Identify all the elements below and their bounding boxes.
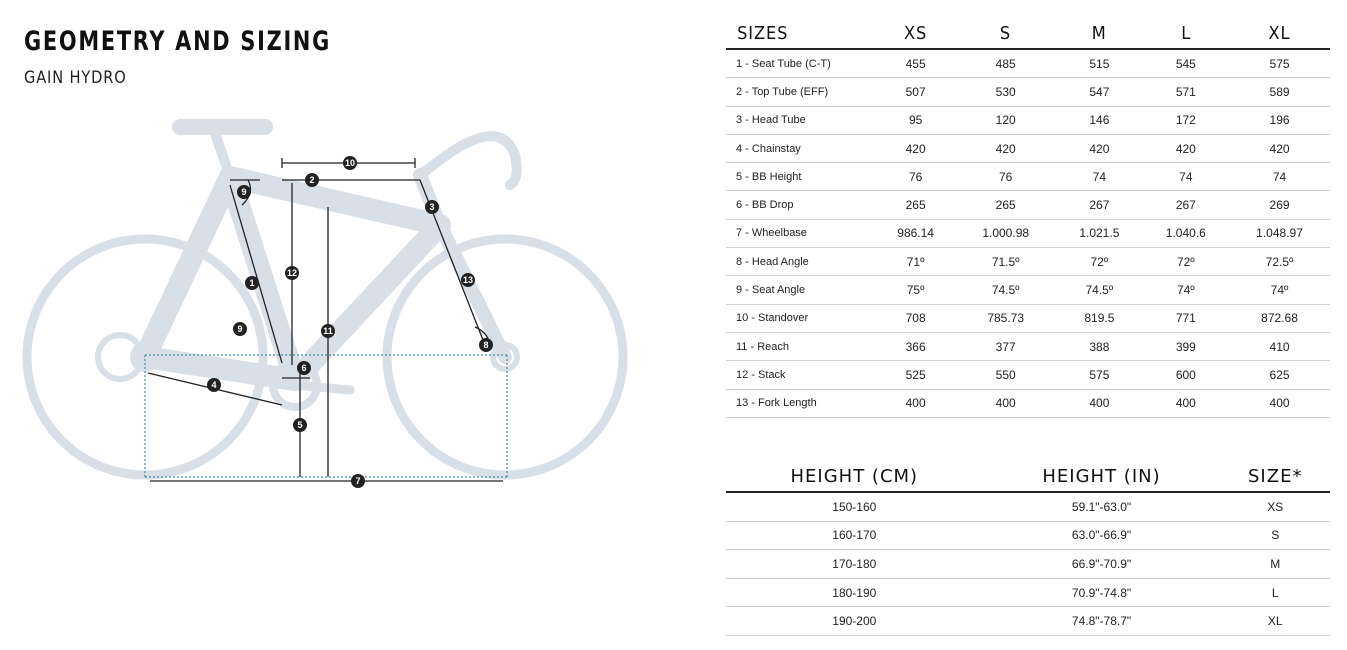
svg-text:11: 11 — [323, 326, 333, 336]
table-cell: 196 — [1229, 106, 1330, 134]
row-label: 6 - BB Drop — [726, 191, 876, 219]
callout-12 — [285, 266, 299, 280]
table-cell: 180-190 — [726, 578, 983, 607]
table-cell: 600 — [1143, 361, 1229, 389]
row-label: 4 - Chainstay — [726, 134, 876, 162]
table-row — [726, 332, 1330, 360]
table-cell: 420 — [1143, 134, 1229, 162]
table-row — [726, 389, 1330, 417]
header-s: S — [960, 18, 1051, 49]
table-cell: 59.1"-63.0" — [983, 492, 1221, 521]
geometry-header-row — [726, 18, 1330, 49]
geometry-table-body — [726, 49, 1330, 417]
model-name: GAIN HYDRO — [24, 68, 127, 88]
table-cell: 269 — [1229, 191, 1330, 219]
table-cell: 420 — [955, 134, 1056, 162]
table-cell: 420 — [1056, 134, 1142, 162]
table-cell: 74.8"-78.7" — [983, 607, 1221, 636]
table-cell: 400 — [1056, 389, 1142, 417]
table-cell: 71º — [876, 248, 955, 276]
header-size: SIZE* — [1220, 461, 1330, 492]
table-cell: 455 — [876, 49, 955, 78]
table-row — [726, 49, 1330, 78]
table-cell: 265 — [876, 191, 955, 219]
svg-text:1: 1 — [249, 278, 255, 288]
svg-text:13: 13 — [462, 275, 474, 285]
table-cell: 872.68 — [1229, 304, 1330, 332]
callout-2 — [305, 173, 319, 187]
row-label: 5 - BB Height — [726, 163, 876, 191]
table-cell: 575 — [1056, 361, 1142, 389]
header-l: L — [1147, 18, 1225, 49]
geometry-table — [726, 18, 1330, 418]
table-cell: 986.14 — [876, 219, 955, 247]
table-row — [726, 248, 1330, 276]
table-cell: 400 — [876, 389, 955, 417]
table-row — [726, 276, 1330, 304]
svg-text:4: 4 — [211, 380, 217, 390]
table-cell: 589 — [1229, 78, 1330, 106]
table-cell: 530 — [955, 78, 1056, 106]
table-cell: 74.5º — [955, 276, 1056, 304]
table-row — [726, 106, 1330, 134]
table-cell: 71.5º — [955, 248, 1056, 276]
table-cell: M — [1220, 550, 1330, 579]
table-cell: 74º — [1143, 276, 1229, 304]
table-cell: 160-170 — [726, 521, 983, 550]
table-row — [726, 521, 1330, 550]
table-cell: 267 — [1143, 191, 1229, 219]
table-cell: 575 — [1229, 49, 1330, 78]
table-cell: 410 — [1229, 332, 1330, 360]
table-cell: 120 — [955, 106, 1056, 134]
row-label: 3 - Head Tube — [726, 106, 876, 134]
table-cell: L — [1220, 578, 1330, 607]
callout-4 — [207, 378, 221, 392]
table-row — [726, 578, 1330, 607]
table-cell: 95 — [876, 106, 955, 134]
table-row — [726, 78, 1330, 106]
row-label: 9 - Seat Angle — [726, 276, 876, 304]
callout-10 — [321, 324, 335, 338]
table-row — [726, 607, 1330, 636]
callout-7 — [351, 474, 365, 488]
svg-text:8: 8 — [483, 340, 489, 350]
table-cell: 547 — [1056, 78, 1142, 106]
table-cell: 400 — [955, 389, 1056, 417]
handlebar — [420, 136, 517, 185]
table-cell: 150-160 — [726, 492, 983, 521]
table-cell: 72º — [1143, 248, 1229, 276]
header-height-in: HEIGHT (IN) — [983, 461, 1221, 492]
table-row — [726, 191, 1330, 219]
table-cell: 170-180 — [726, 550, 983, 579]
table-cell: 550 — [955, 361, 1056, 389]
svg-text:9: 9 — [237, 324, 243, 334]
table-row — [726, 361, 1330, 389]
seatpost — [215, 133, 230, 177]
table-cell: 74 — [1143, 163, 1229, 191]
row-label: 8 - Head Angle — [726, 248, 876, 276]
table-cell: 72º — [1056, 248, 1142, 276]
svg-text:7: 7 — [355, 476, 361, 486]
table-cell: 507 — [876, 78, 955, 106]
table-cell: 571 — [1143, 78, 1229, 106]
table-cell: 146 — [1056, 106, 1142, 134]
callout-1 — [245, 276, 259, 290]
table-cell: XS — [1220, 492, 1330, 521]
size-chart-table — [726, 461, 1330, 636]
table-cell: 265 — [955, 191, 1056, 219]
callout-9-top — [237, 185, 251, 199]
callout-9-bottom — [233, 322, 247, 336]
table-cell: 74º — [1229, 276, 1330, 304]
svg-text:12: 12 — [286, 268, 298, 278]
table-cell: 190-200 — [726, 607, 983, 636]
table-cell: 485 — [955, 49, 1056, 78]
bike-geometry-diagram — [20, 105, 640, 505]
table-row — [726, 163, 1330, 191]
table-cell: 1.000.98 — [955, 219, 1056, 247]
callout-3 — [425, 200, 439, 214]
table-cell: 625 — [1229, 361, 1330, 389]
page-title: GEOMETRY AND SIZING — [24, 26, 332, 57]
table-cell: 74.5º — [1056, 276, 1142, 304]
table-cell: 420 — [1229, 134, 1330, 162]
table-cell: 74 — [1229, 163, 1330, 191]
svg-text:6: 6 — [301, 363, 307, 373]
callout-11 — [343, 156, 357, 170]
size-chart-header-row — [726, 461, 1330, 492]
table-cell: 545 — [1143, 49, 1229, 78]
svg-text:10: 10 — [344, 158, 356, 168]
table-cell: 771 — [1143, 304, 1229, 332]
table-cell: 75º — [876, 276, 955, 304]
table-cell: XL — [1220, 607, 1330, 636]
row-label: 7 - Wheelbase — [726, 219, 876, 247]
row-label: 2 - Top Tube (EFF) — [726, 78, 876, 106]
row-label: 13 - Fork Length — [726, 389, 876, 417]
svg-text:5: 5 — [297, 420, 303, 430]
table-cell: 708 — [876, 304, 955, 332]
svg-text:3: 3 — [429, 202, 435, 212]
callout-8 — [479, 338, 493, 352]
table-cell: 420 — [876, 134, 955, 162]
header-m: M — [1060, 18, 1138, 49]
table-cell: 525 — [876, 361, 955, 389]
callout-6 — [297, 361, 311, 375]
table-cell: 74 — [1056, 163, 1142, 191]
table-row — [726, 219, 1330, 247]
row-label: 12 - Stack — [726, 361, 876, 389]
table-cell: 377 — [955, 332, 1056, 360]
table-cell: 66.9"-70.9" — [983, 550, 1221, 579]
header-xs: XS — [880, 18, 951, 49]
row-label: 1 - Seat Tube (C-T) — [726, 49, 876, 78]
row-label: 10 - Standover — [726, 304, 876, 332]
size-chart-table-body — [726, 492, 1330, 635]
table-cell: 785.73 — [955, 304, 1056, 332]
table-cell: 63.0"-66.9" — [983, 521, 1221, 550]
table-cell: 400 — [1229, 389, 1330, 417]
row-label: 11 - Reach — [726, 332, 876, 360]
table-cell: 1.048.97 — [1229, 219, 1330, 247]
callout-5 — [293, 418, 307, 432]
svg-text:2: 2 — [309, 175, 315, 185]
table-cell: 515 — [1056, 49, 1142, 78]
table-cell: 172 — [1143, 106, 1229, 134]
table-cell: 400 — [1143, 389, 1229, 417]
table-cell: 366 — [876, 332, 955, 360]
table-row — [726, 304, 1330, 332]
bike-silhouette — [27, 127, 623, 475]
header-height-cm: HEIGHT (CM) — [726, 461, 983, 492]
svg-text:9: 9 — [241, 187, 247, 197]
table-cell: 267 — [1056, 191, 1142, 219]
table-cell: 388 — [1056, 332, 1142, 360]
table-cell: 819.5 — [1056, 304, 1142, 332]
header-sizes: SIZES — [734, 18, 869, 49]
table-cell: 1.040.6 — [1143, 219, 1229, 247]
table-cell: S — [1220, 521, 1330, 550]
table-row — [726, 550, 1330, 579]
callout-13 — [461, 273, 475, 287]
table-cell: 76 — [876, 163, 955, 191]
table-cell: 70.9"-74.8" — [983, 578, 1221, 607]
table-cell: 1.021.5 — [1056, 219, 1142, 247]
table-row — [726, 492, 1330, 521]
table-row — [726, 134, 1330, 162]
table-cell: 399 — [1143, 332, 1229, 360]
header-xl: XL — [1234, 18, 1325, 49]
table-cell: 72.5º — [1229, 248, 1330, 276]
table-cell: 76 — [955, 163, 1056, 191]
